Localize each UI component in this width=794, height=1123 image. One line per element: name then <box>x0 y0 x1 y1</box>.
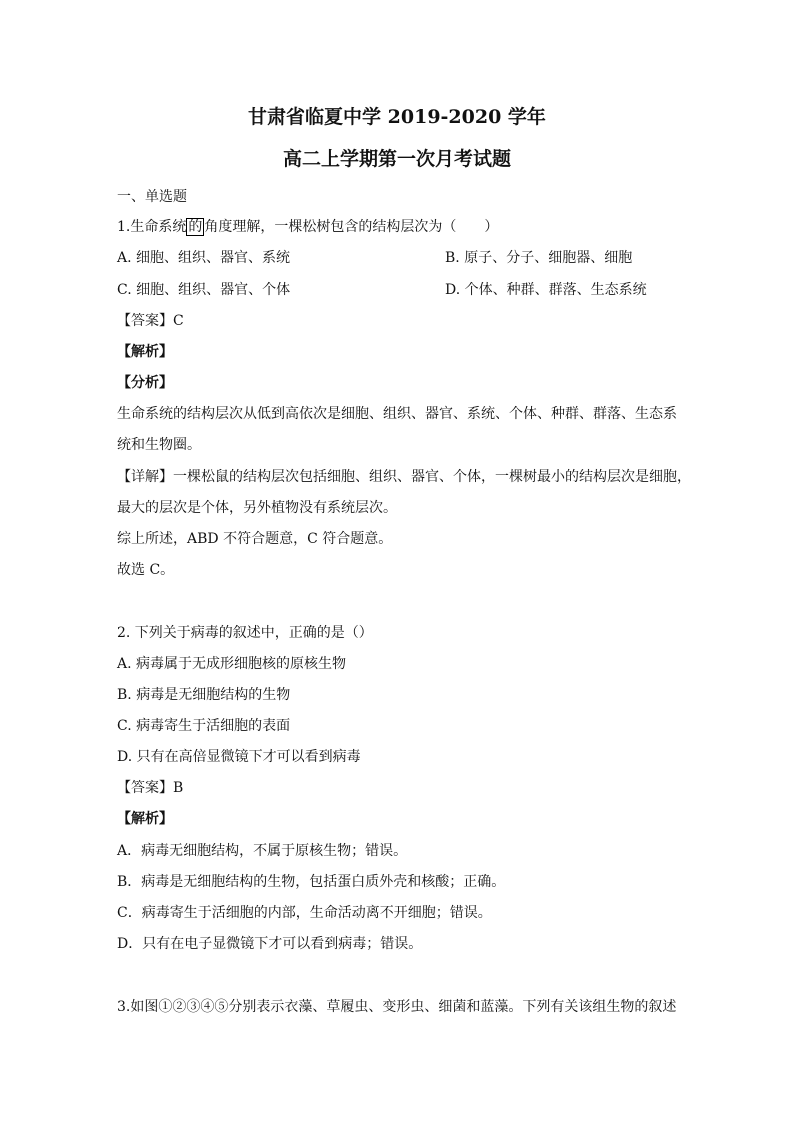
q2-explanation-d: D．只有在电子显微镜下才可以看到病毒；错误。 <box>117 936 423 952</box>
q1-stem-post: 角度理解，一棵松树包含的结构层次为（ ） <box>204 219 499 235</box>
q2-explanation-b: B．病毒是无细胞结构的生物，包括蛋白质外壳和核酸；正确。 <box>117 874 506 890</box>
q2-stem: 2. 下列关于病毒的叙述中，正确的是（） <box>117 625 373 641</box>
q1-option-a: A. 细胞、组织、器官、系统 <box>117 250 291 266</box>
q2-option-b: B. 病毒是无细胞结构的生物 <box>117 687 291 703</box>
q1-detail-line-1: 【详解】一棵松鼠的结构层次包括细胞、组织、器官、个体，一棵树最小的结构层次是细胞， <box>117 469 691 485</box>
section-heading: 一、单选题 <box>117 189 187 205</box>
q1-option-d: D. 个体、种群、群落、生态系统 <box>445 282 647 298</box>
q1-fenxi-heading: 【分析】 <box>117 375 173 391</box>
q1-stem-pre: 1.生命系统 <box>117 219 187 235</box>
q1-analysis-line-1: 生命系统的结构层次从低到高依次是细胞、组织、器官、系统、个体、种群、群落、生态系 <box>117 406 677 422</box>
q2-explanation-c: C．病毒寄生于活细胞的内部，生命活动离不开细胞；错误。 <box>117 905 492 921</box>
q1-analysis-line-2: 统和生物圈。 <box>117 437 201 453</box>
q2-option-d: D. 只有在高倍显微镜下才可以看到病毒 <box>117 749 361 765</box>
q1-detail-line-2: 最大的层次是个体，另外植物没有系统层次。 <box>117 500 397 516</box>
title-line-2: 高二上学期第一次月考试题 <box>282 148 511 170</box>
q2-explanation-a: A．病毒无细胞结构，不属于原核生物；错误。 <box>117 843 408 859</box>
q1-stem-boxed: 的 <box>188 219 203 235</box>
q1-summary: 综上所述，ABD 不符合题意，C 符合题意。 <box>117 531 393 547</box>
q3-stem: 3.如图①②③④⑤分别表示衣藻、草履虫、变形虫、细菌和蓝藻。下列有关该组生物的叙述 <box>117 999 677 1015</box>
q1-jiexi-heading: 【解析】 <box>117 344 173 360</box>
q1-choice: 故选 C。 <box>117 562 175 578</box>
q1-answer: 【答案】C <box>117 313 184 329</box>
q2-option-c: C. 病毒寄生于活细胞的表面 <box>117 718 291 734</box>
q2-answer: 【答案】B <box>117 780 184 796</box>
q2-jiexi-heading: 【解析】 <box>117 811 173 827</box>
title-line-1: 甘肃省临夏中学 2019-2020 学年 <box>248 106 546 128</box>
q1-stem <box>117 217 498 237</box>
q1-option-c: C. 细胞、组织、器官、个体 <box>117 282 291 298</box>
q1-option-b: B. 原子、分子、细胞器、细胞 <box>445 250 633 266</box>
q2-option-a: A. 病毒属于无成形细胞核的原核生物 <box>117 656 347 672</box>
